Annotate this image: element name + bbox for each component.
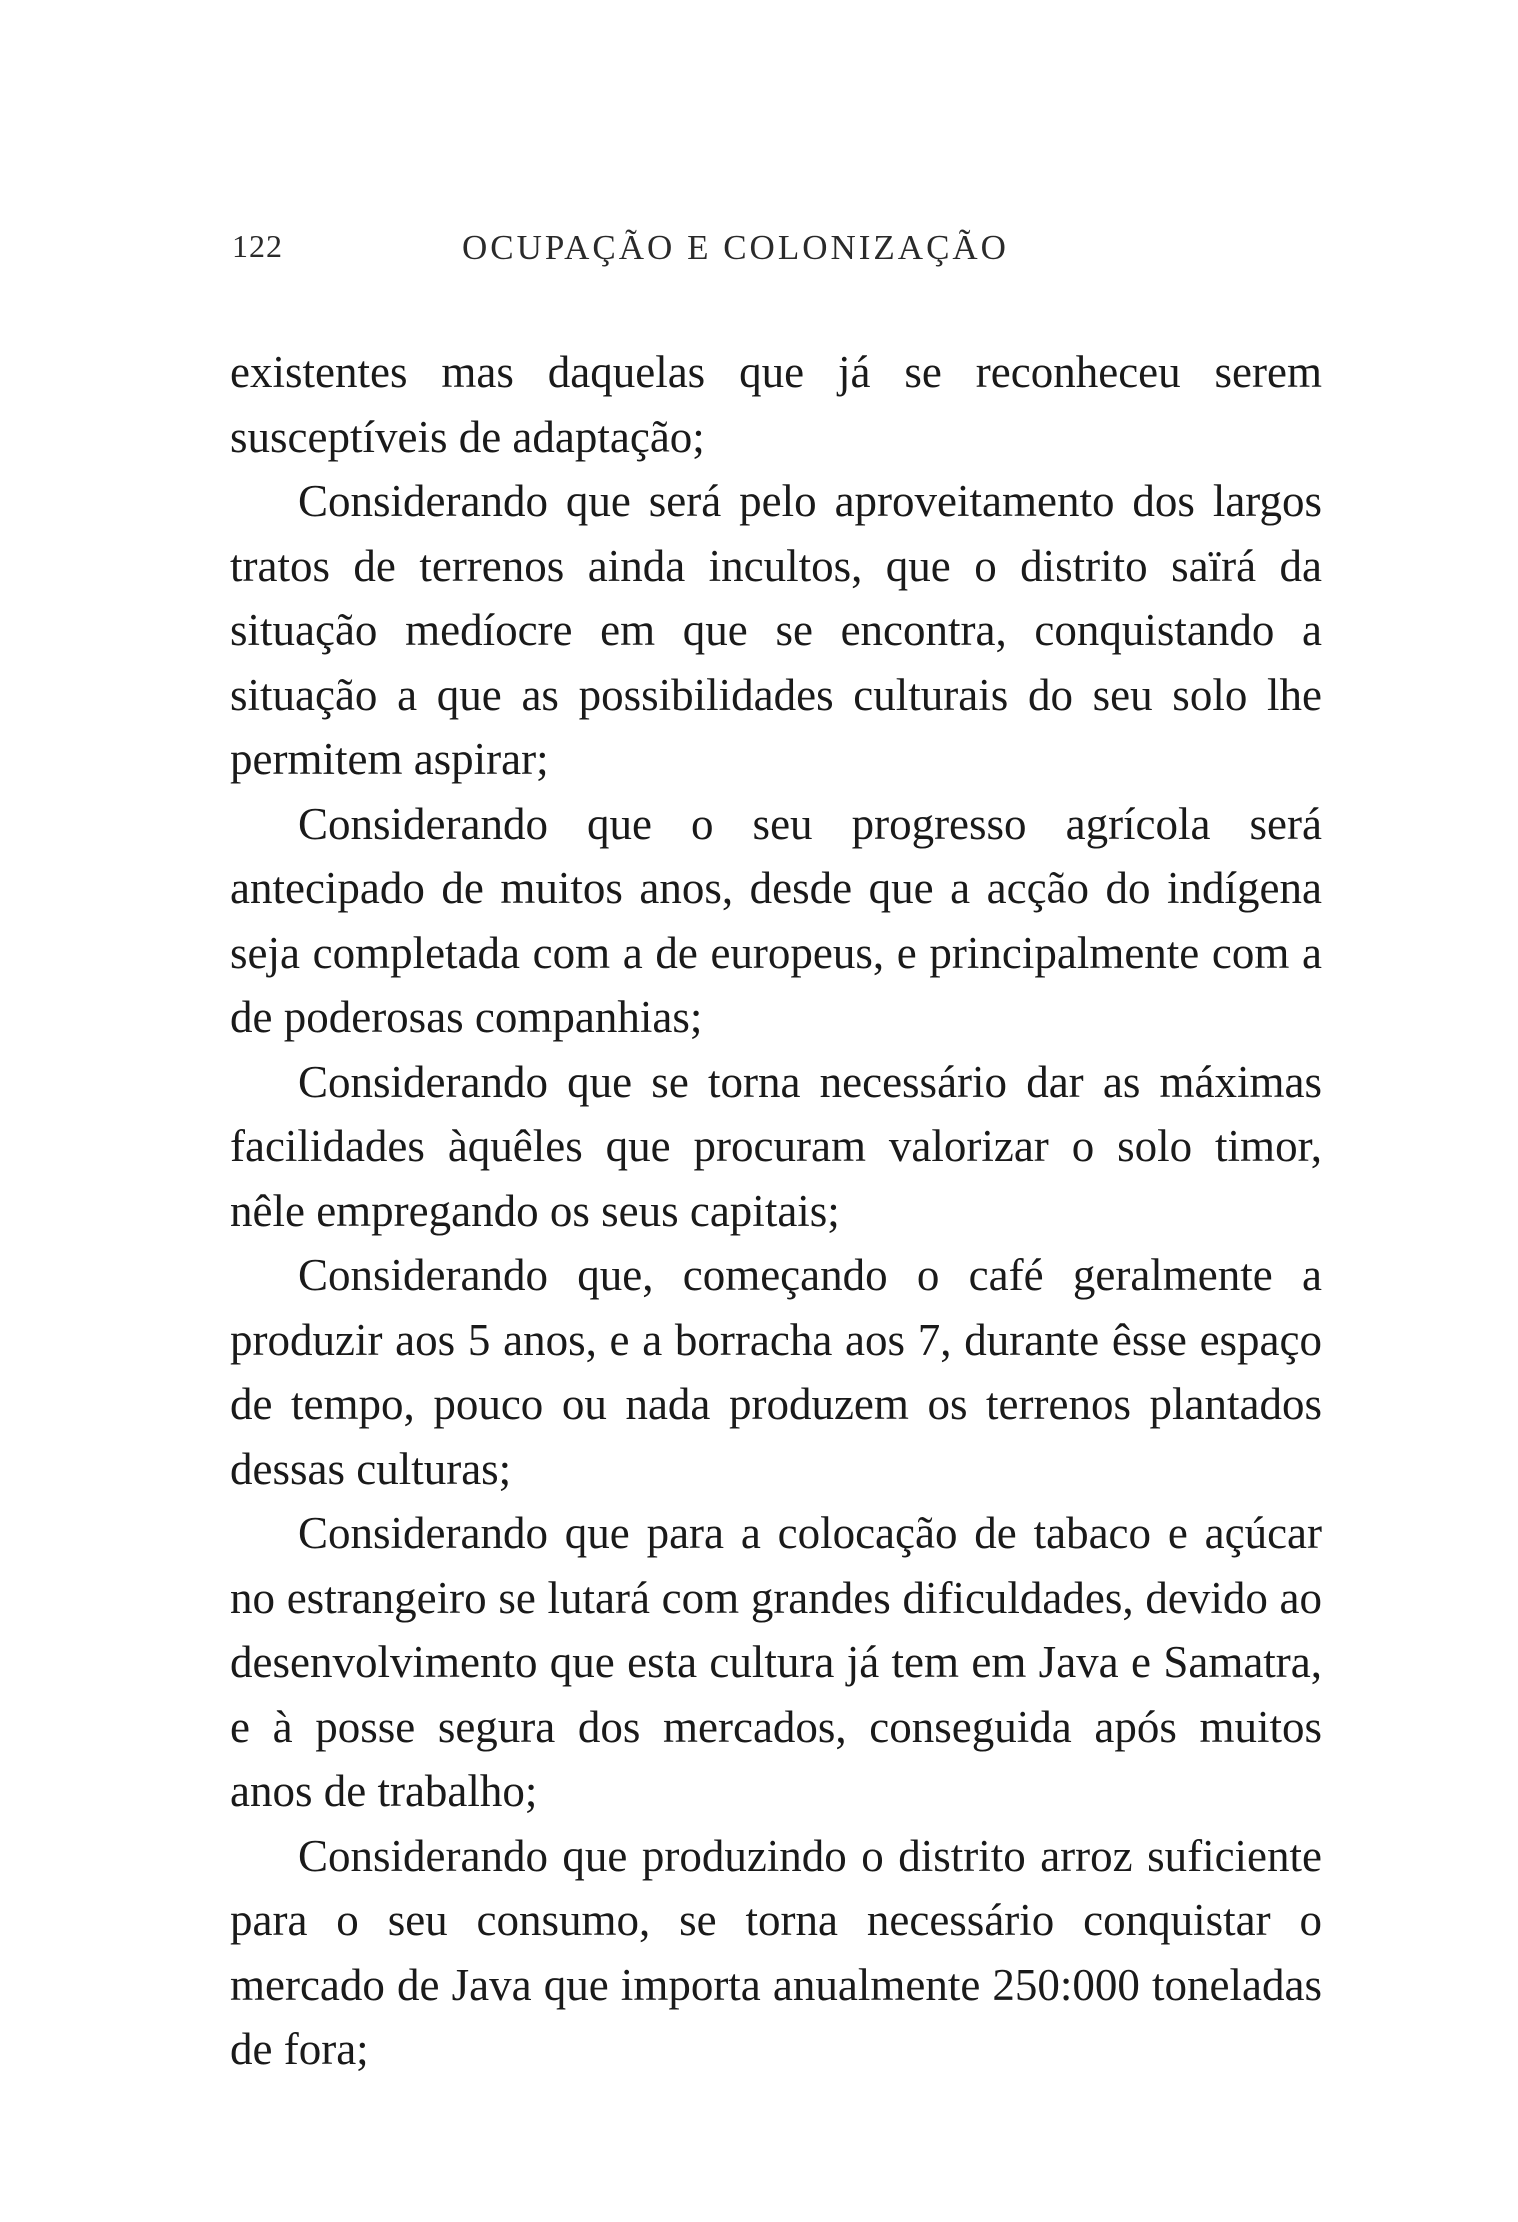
paragraph: Considerando que produzindo o distrito arroz suficiente para o seu consumo, se torna necessário conquistar o mercado de Java que importa anualmente 250:000 toneladas de fora; [230,1830,1322,2074]
paragraph: Considerando que o seu progresso agrícola será antecipado de muitos anos, desde que a acção do indígena seja completada com a de europeus, e principalmente com a de poderosas companhias; [230,798,1322,1042]
paragraph: Considerando que, começando o café geralmente a produzir aos 5 anos, e a borracha aos 7, durante êsse espaço de tempo, pouco ou nada produzem os terrenos plantados dessas culturas; [230,1250,1322,1494]
paragraph-continuation: existentes mas daquelas que já se reconheceu serem susceptíveis de adaptação; [230,347,1322,462]
paragraph: Considerando que para a colocação de tabaco e açúcar no estrangeiro se lutará com grandes dificuldades, devido ao desenvolvimento que esta cultura já tem em Java e Samatra, e à posse segura dos mercados, conseguida após muitos anos de trabalho; [230,1508,1322,1816]
running-title: OCUPAÇÃO E COLONIZAÇÃO [462,228,1009,267]
paragraph: Considerando que se torna necessário dar as máximas facilidades àquêles que procuram valorizar o solo timor, nêle empregando os seus capitais; [230,1056,1322,1236]
page-number: 122 [232,228,283,264]
paragraph: Considerando que será pelo aproveitamento dos largos tratos de terrenos ainda incultos, que o distrito saïrá da situação medíocre em que se encontra, conquistando a situação a que as possibilidades culturais do seu solo lhe permitem aspirar; [230,476,1322,784]
body-text [230,340,1322,2082]
running-head [232,228,1322,278]
